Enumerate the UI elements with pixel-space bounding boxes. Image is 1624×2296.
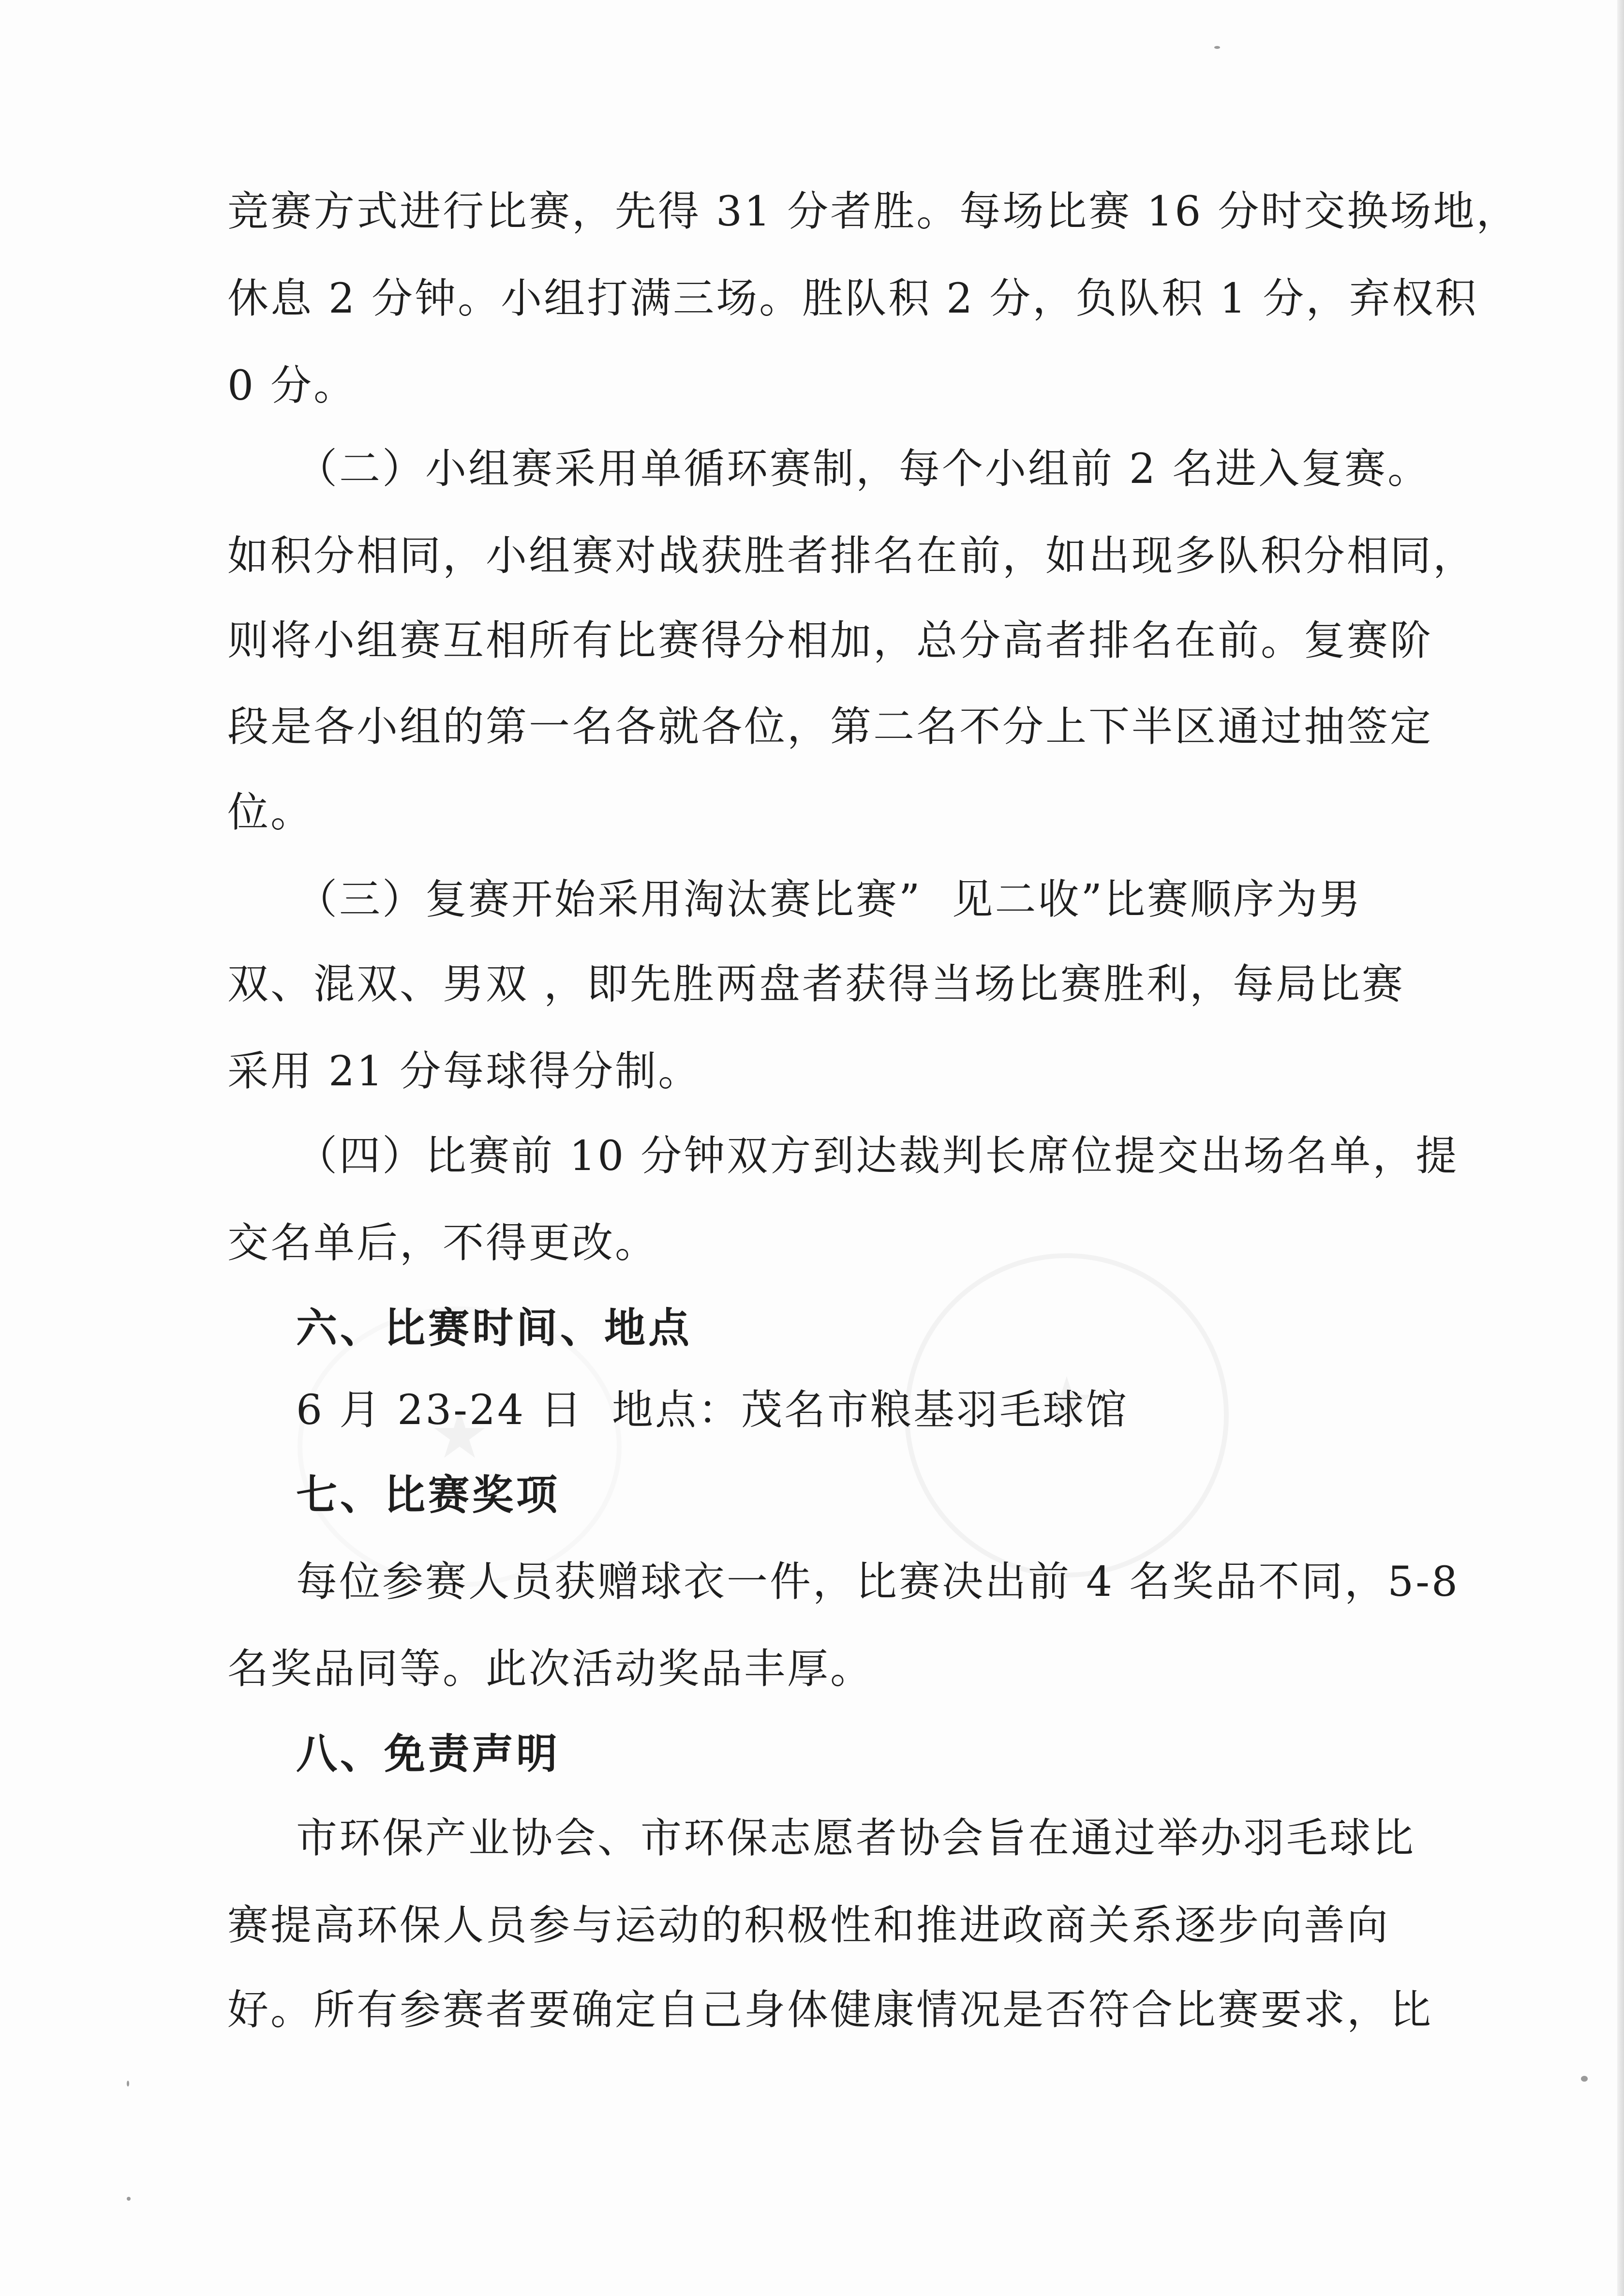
paragraph-line: 采用 21 分每球得分制。 [227,1048,701,1095]
paragraph-line: （四）比赛前 10 分钟双方到达裁判长席位提交出场名单，提 [296,1132,1459,1180]
paragraph-line: 名奖品同等。此次活动奖品丰厚。 [227,1645,874,1693]
paragraph-line: 双、混双、男双 ，即先胜两盘者获得当场比赛胜利，每局比赛 [227,960,1405,1008]
paragraph-line: 段是各小组的第一名各就各位，第二名不分上下半区通过抽签定 [227,703,1433,751]
paragraph-line: 交名单后，不得更改。 [227,1219,658,1267]
paragraph-line: 赛提高环保人员参与运动的积极性和推进政商关系逐步向善向 [227,1902,1390,1950]
scan-speck [1581,2076,1588,2082]
paragraph-line: 如积分相同，小组赛对战获胜者排名在前，如出现多队积分相同， [227,532,1476,580]
page-edge-shadow [1617,0,1624,2296]
paragraph-line: 休息 2 分钟。小组打满三场。胜队积 2 分，负队积 1 分，弃权积 [227,275,1478,323]
scan-speck [127,2081,129,2086]
paragraph-line: 好。所有参赛者要确定自己身体健康情况是否符合比赛要求，比 [227,1986,1433,2034]
paragraph-line: 竞赛方式进行比赛，先得 31 分者胜。每场比赛 16 分时交换场地， [227,188,1520,236]
section-heading-awards: 七、比赛奖项 [296,1471,561,1519]
paragraph-line: 则将小组赛互相所有比赛得分相加，总分高者排名在前。复赛阶 [227,617,1433,665]
paragraph-line: 市环保产业协会、市环保志愿者协会旨在通过举办羽毛球比 [296,1815,1416,1862]
scan-speck [127,2197,131,2201]
section-heading-time-place: 六、比赛时间、地点 [296,1304,693,1352]
paragraph-line: 每位参赛人员获赠球衣一件，比赛决出前 4 名奖品不同，5-8 [296,1558,1460,1606]
paragraph-line: （二）小组赛采用单循环赛制，每个小组前 2 名进入复赛。 [296,445,1431,493]
section-heading-disclaimer: 八、免责声明 [296,1730,561,1778]
event-date: 6 月 23-24 日 [296,1386,584,1434]
paragraph-line: 位。 [227,789,314,837]
event-venue: 地点：茂名市粮基羽毛球馆 [612,1386,1129,1434]
paragraph-line: （三）复赛开始采用淘汰赛比赛” 见二收”比赛顺序为男 [296,876,1362,924]
scan-speck [1214,46,1220,49]
paragraph-line: 0 分。 [227,362,357,410]
